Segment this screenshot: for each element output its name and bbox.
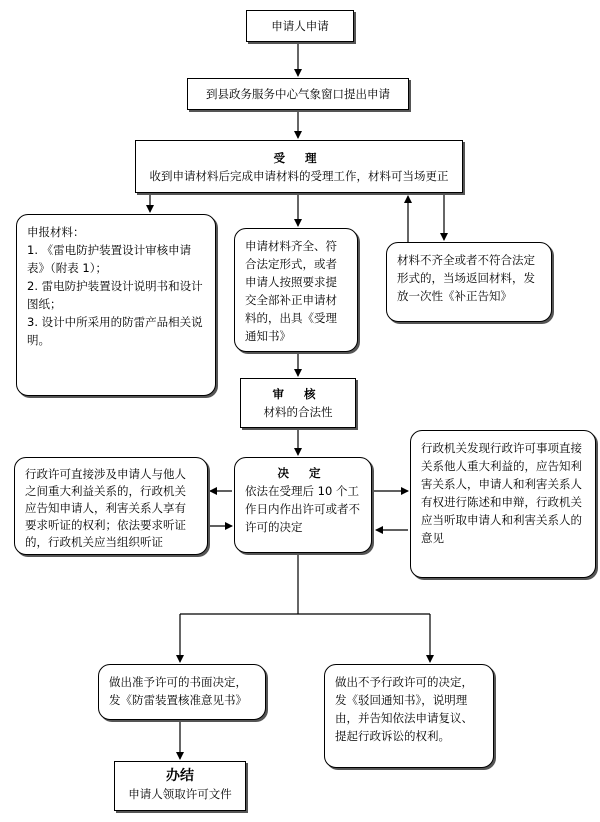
decide-text: 依法在受理后 10 个工作日内作出许可或者不许可的决定 [245, 484, 360, 534]
node-hearing [14, 457, 208, 555]
node-submit [187, 78, 409, 110]
approve-text: 做出准予许可的书面决定，发《防雷装置核准意见书》 [109, 675, 247, 707]
submit-label: 到县政务服务中心气象窗口提出申请 [206, 87, 390, 101]
materials-item-2: 2. 雷电防护装置设计说明书和设计图纸； [27, 279, 203, 311]
node-review [240, 378, 356, 428]
accept-text: 收到申请材料后完成申请材料的受理工作，材料可当场更正 [149, 169, 449, 183]
node-materials [16, 214, 216, 396]
apply-label: 申请人申请 [271, 19, 329, 33]
decide-title: 决 定 [277, 466, 329, 480]
incomplete-text: 材料不齐全或者不符合法定形式的，当场返回材料，发放一次性《补正告知》 [397, 253, 535, 303]
statement-text: 行政机关发现行政许可事项直接关系他人重大利益的，应告知利害关系人，申请人和利害关系人有权进行陈述和申辩，行政机关应当听取申请人和利害关系人的意见 [421, 441, 582, 545]
node-incomplete [386, 242, 552, 322]
materials-heading: 申报材料： [27, 225, 85, 239]
finish-text: 申请人领取许可文件 [128, 787, 232, 801]
node-accept [135, 140, 463, 193]
finish-title: 办结 [166, 768, 194, 784]
node-apply [246, 10, 354, 42]
node-statement [410, 430, 596, 578]
node-decide [234, 457, 372, 553]
materials-item-1: 1. 《雷电防护装置设计审核申请表》（附表 1）； [27, 243, 192, 275]
hearing-text: 行政许可直接涉及申请人与他人之间重大利益关系的，行政机关应告知申请人，利害关系人享有要求听证的权利；依法要求听证的，行政机关应当组织听证 [25, 467, 186, 549]
node-reject [324, 664, 494, 768]
node-approve [98, 664, 266, 720]
complete-text: 申请材料齐全、符合法定形式，或者申请人按照要求提交全部补正申请材料的，出具《受理通知书》 [245, 239, 337, 343]
node-finish [114, 761, 246, 811]
review-text: 材料的合法性 [263, 405, 333, 419]
materials-item-3: 3. 设计中所采用的防雷产品相关说明。 [27, 315, 203, 347]
review-title: 审 核 [272, 387, 324, 401]
accept-title: 受 理 [273, 151, 325, 165]
reject-text: 做出不予行政许可的决定，发《驳回通知书》，说明理由，并告知依法申请复议、提起行政诉讼的权利。 [335, 675, 473, 743]
node-complete [234, 228, 358, 352]
